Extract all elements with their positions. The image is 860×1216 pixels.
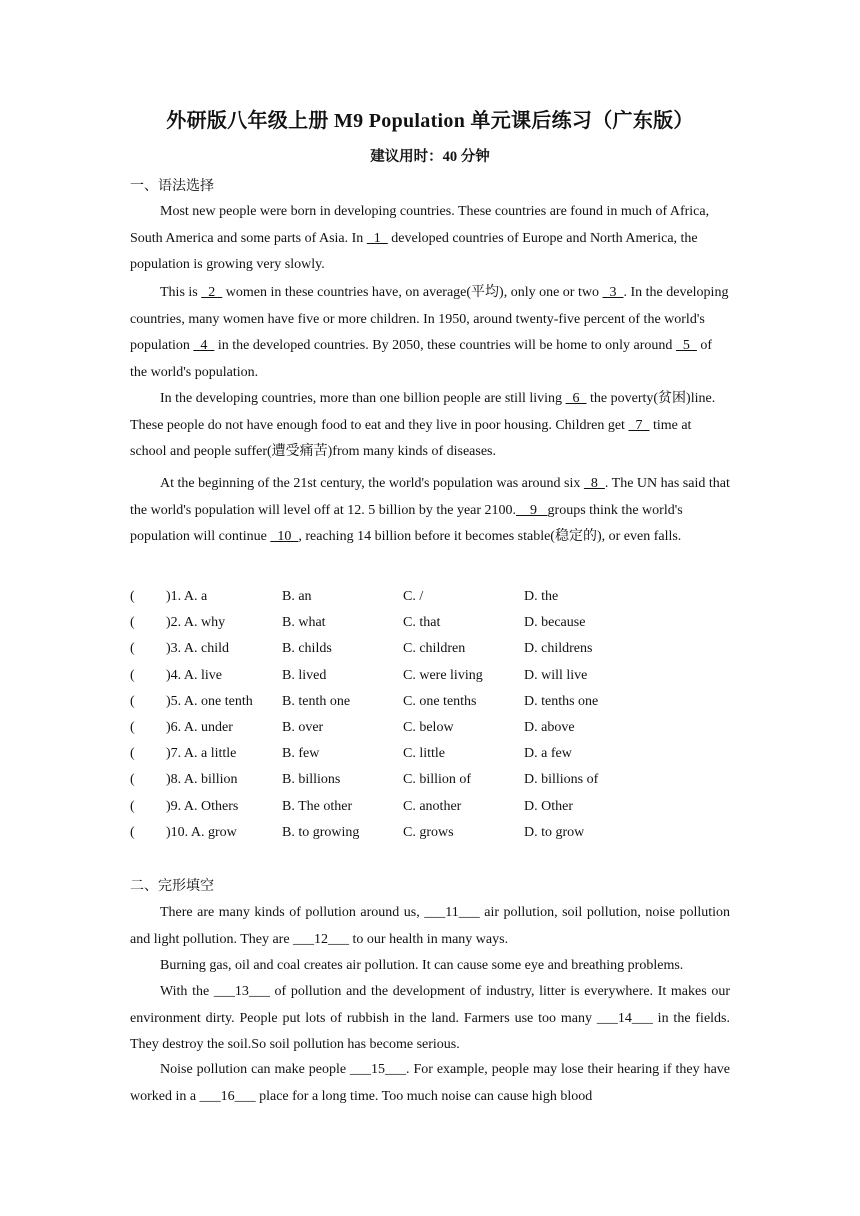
options-list <box>130 584 730 846</box>
option-b: B. The other <box>282 798 353 814</box>
passage-text: Most new people were born in developing countries. These countries are found in much of Africa, South America and some parts of Asia. In <box>130 204 710 246</box>
passage-text: Burning gas, oil and coal creates air pollution. It can cause some eye and breathing problems. <box>160 958 684 973</box>
cloze-paragraph-1 <box>130 900 730 953</box>
grammar-paragraph-1 <box>130 199 730 279</box>
option-d: D. will live <box>524 667 588 683</box>
option-d: D. the <box>524 589 559 604</box>
cloze-paragraph-3 <box>130 979 730 1059</box>
grammar-paragraph-2 <box>130 280 730 386</box>
option-a: )8. A. billion <box>166 772 238 788</box>
answer-blank[interactable]: 1 <box>366 230 388 246</box>
answer-blank[interactable]: 2 <box>201 285 223 300</box>
option-b: B. few <box>282 746 320 762</box>
section-heading-grammar: 一、语法选择 <box>130 179 214 194</box>
answer-blank[interactable]: 3 <box>602 285 624 300</box>
passage-text: in the developed countries. By 2050, these countries will be home to only around <box>214 338 676 353</box>
options-row <box>130 584 730 610</box>
answer-paren[interactable]: ( <box>130 798 135 814</box>
answer-paren[interactable]: ( <box>130 693 135 709</box>
passage-text: women in these countries have, on average(平均), only one or two <box>222 285 603 300</box>
answer-paren[interactable]: ( <box>130 667 135 683</box>
answer-blank[interactable]: 5 <box>675 338 697 353</box>
answer-paren[interactable]: ( <box>130 746 135 762</box>
option-d: D. above <box>524 719 575 735</box>
option-b: B. billions <box>282 772 341 788</box>
options-row <box>130 610 730 636</box>
passage-text: of the world's population. <box>130 338 713 380</box>
grammar-paragraph-3 <box>130 386 730 466</box>
passage-text: At the beginning of the 21st century, the world's population was around six <box>160 476 584 491</box>
option-c: C. billion of <box>403 772 472 788</box>
document-title: 外研版八年级上册 M9 Population 单元课后练习（广东版） <box>166 110 694 132</box>
answer-paren[interactable]: ( <box>130 615 135 631</box>
option-c: C. below <box>403 719 454 735</box>
option-c: C. one tenths <box>403 693 477 709</box>
option-b: B. over <box>282 719 324 735</box>
answer-blank[interactable]: 9 <box>516 502 548 518</box>
option-a: )9. A. Others <box>166 798 239 814</box>
option-c: C. / <box>403 589 424 604</box>
option-d: D. because <box>524 615 586 631</box>
option-a: )3. A. child <box>166 641 229 657</box>
section-heading-cloze: 二、完形填空 <box>130 879 214 894</box>
answer-paren[interactable]: ( <box>130 589 135 604</box>
answer-blank[interactable]: 4 <box>193 338 215 353</box>
option-c: C. grows <box>403 824 454 840</box>
option-d: D. childrens <box>524 641 593 657</box>
option-a: )1. A. a <box>166 589 208 604</box>
option-c: C. were living <box>403 667 483 683</box>
passage-text: the poverty(贫困)line. These people do not have enough food to eat and they live in poor housing. Children get <box>130 391 716 433</box>
options-row <box>130 741 730 767</box>
passage-text: groups think the world's population will continue <box>130 502 683 544</box>
passage-text: This is <box>160 285 202 300</box>
answer-blank[interactable]: 10 <box>270 529 299 544</box>
option-d: D. tenths one <box>524 693 599 709</box>
option-c: C. another <box>403 798 462 814</box>
document-subtitle: 建议用时：40 分钟 <box>370 149 490 165</box>
option-c: C. that <box>403 615 441 631</box>
passage-text: developed countries of Europe and North America, the population is growing very slowly. <box>130 230 698 272</box>
option-b: B. lived <box>282 667 327 683</box>
passage-text: With the ___13___ of pollution and the development of industry, litter is everywhere. It makes our environment dirty. People put lots of rubbish in the land. Farmers use too many ___14___ in the fields. They destroy the soil.So soil pollution has become serious. <box>130 984 730 1052</box>
options-row <box>130 636 730 662</box>
answer-paren[interactable]: ( <box>130 772 135 788</box>
option-a: )10. A. grow <box>166 824 237 840</box>
option-a: )4. A. live <box>166 667 222 683</box>
passage-text: In the developing countries, more than one billion people are still living <box>160 391 566 406</box>
option-a: )2. A. why <box>166 615 226 631</box>
option-b: B. tenth one <box>282 693 351 709</box>
passage-text: . In the developing countries, many women have five or more children. In 1950, around twenty-five percent of the world's population <box>130 285 729 353</box>
options-row <box>130 689 730 715</box>
passage-text: . The UN has said that the world's population will level off at 12. 5 billion by the year 2100. <box>130 476 730 518</box>
option-d: D. Other <box>524 798 573 814</box>
option-b: B. what <box>282 615 326 631</box>
answer-paren[interactable]: ( <box>130 824 135 840</box>
answer-blank[interactable]: 6 <box>565 391 587 406</box>
option-d: D. billions of <box>524 772 599 788</box>
option-c: C. children <box>403 641 466 657</box>
cloze-paragraph-4 <box>130 1057 730 1110</box>
option-b: B. childs <box>282 641 332 657</box>
options-row <box>130 767 730 793</box>
options-row <box>130 820 730 846</box>
passage-text: , reaching 14 billion before it becomes stable(稳定的), or even falls. <box>298 529 682 544</box>
cloze-paragraph-2 <box>130 953 730 980</box>
answer-paren[interactable]: ( <box>130 719 135 735</box>
passage-text: Noise pollution can make people ___15___. For example, people may lose their hearing if they have worked in a ___16___ place for a long time. Too much noise can cause high blood <box>130 1062 730 1104</box>
options-row <box>130 715 730 741</box>
option-a: )5. A. one tenth <box>166 693 253 709</box>
grammar-paragraph-4 <box>130 471 730 551</box>
passage-text: time at school and people suffer(遭受痛苦)from many kinds of diseases. <box>130 417 692 459</box>
passage-text: There are many kinds of pollution around us, ___11___ air pollution, soil pollution, noise pollution and light pollution. They are ___12___ to our health in many ways. <box>130 905 730 947</box>
answer-blank[interactable]: 7 <box>628 417 650 433</box>
option-a: )6. A. under <box>166 719 233 735</box>
options-row <box>130 663 730 689</box>
option-a: )7. A. a little <box>166 746 237 762</box>
answer-blank[interactable]: 8 <box>583 476 605 491</box>
option-d: D. to grow <box>524 824 585 840</box>
option-d: D. a few <box>524 746 572 762</box>
option-b: B. to growing <box>282 824 360 840</box>
answer-paren[interactable]: ( <box>130 641 135 657</box>
options-row <box>130 794 730 820</box>
option-c: C. little <box>403 746 445 762</box>
option-b: B. an <box>282 589 312 604</box>
